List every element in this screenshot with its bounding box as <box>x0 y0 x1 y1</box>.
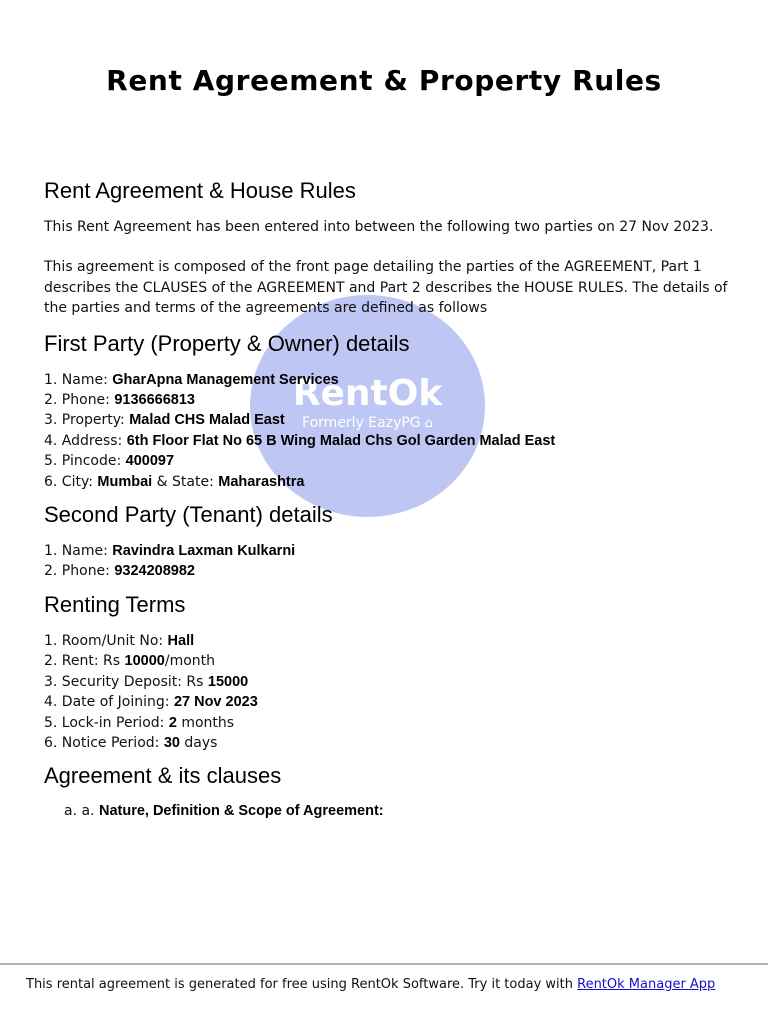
tenant-phone: 9324208982 <box>114 563 195 580</box>
pincode-row <box>44 451 734 471</box>
rent-amount: 10000 <box>124 653 165 670</box>
intro-paragraph-2: This agreement is composed of the front page detailing the parties of the AGREEMENT, Part 1 describes the CLAUSES of the AGREEMENT and Part 2 describes the HOUSE RULES. The details of the parties and terms of the agreements are defined as follows <box>44 259 728 317</box>
agreement-content <box>44 176 734 822</box>
joining-row <box>44 692 734 712</box>
joining-date: 27 Nov 2023 <box>173 694 258 711</box>
house-arrow-icon: ⌂ <box>424 416 433 431</box>
notice-label: 6. Notice Period: <box>44 734 164 751</box>
state-label: & State: <box>152 473 219 490</box>
lockin-value: 2 <box>168 714 177 731</box>
first-party-heading: First Party (Property & Owner) details <box>44 330 410 356</box>
watermark-brand: RentOk <box>292 373 443 414</box>
room-row <box>44 631 734 651</box>
notice-value: 30 <box>163 734 180 751</box>
tenant-phone-row <box>44 561 734 581</box>
first-party-details <box>44 370 734 492</box>
owner-phone-row <box>44 390 734 410</box>
rent-label: 2. Rent: Rs <box>44 653 125 670</box>
owner-phone-label: 2. Phone: <box>44 392 115 409</box>
property-row <box>44 410 734 430</box>
lockin-label: 5. Lock-in Period: <box>44 714 169 731</box>
tenant-phone-label: 2. Phone: <box>44 563 115 580</box>
owner-name-row <box>44 370 734 390</box>
clause-list <box>44 801 734 821</box>
footer <box>0 963 768 1026</box>
clause-marker: a. a. <box>64 803 99 820</box>
renting-terms <box>44 631 734 753</box>
notice-suffix: days <box>179 734 218 751</box>
clause-title: Nature, Definition & Scope of Agreement: <box>98 803 384 820</box>
rent-row <box>44 651 734 671</box>
renting-terms-heading: Renting Terms <box>44 591 186 617</box>
lockin-suffix: months <box>176 714 235 731</box>
document-title: Rent Agreement & Property Rules <box>106 64 662 97</box>
rentok-manager-app-link[interactable]: RentOk Manager App <box>577 977 716 992</box>
intro-paragraph-1: This Rent Agreement has been entered into between the following two parties on 27 Nov 2023. <box>44 219 714 235</box>
watermark-sub-text: Formerly EazyPG <box>302 415 421 431</box>
intro-heading: Rent Agreement & House Rules <box>44 178 356 203</box>
deposit-label: 3. Security Deposit: Rs <box>44 673 208 690</box>
owner-name: GharApna Management Services <box>112 371 339 388</box>
property-name: Malad CHS Malad East <box>129 412 285 429</box>
address-row <box>44 431 734 451</box>
second-party-details <box>44 541 734 582</box>
room-unit: Hall <box>167 632 195 649</box>
pincode: 400097 <box>125 453 175 470</box>
list-item <box>64 801 734 821</box>
second-party-heading: Second Party (Tenant) details <box>44 502 333 528</box>
tenant-name-label: 1. Name: <box>44 543 113 560</box>
rent-suffix: /month <box>164 653 216 670</box>
property-address: 6th Floor Flat No 65 B Wing Malad Chs Gol Garden Malad East <box>126 432 556 449</box>
footer-note <box>26 977 715 992</box>
city-state-row <box>44 472 734 492</box>
tenant-name: Ravindra Laxman Kulkarni <box>112 543 296 560</box>
owner-name-label: 1. Name: <box>44 371 113 388</box>
clauses-heading: Agreement & its clauses <box>44 763 282 789</box>
property-label: 3. Property: <box>44 412 130 429</box>
city: Mumbai <box>97 473 153 490</box>
address-label: 4. Address: <box>44 432 127 449</box>
city-label: 6. City: <box>44 473 98 490</box>
deposit-amount: 15000 <box>207 673 249 690</box>
notice-row <box>44 733 734 753</box>
owner-phone: 9136666813 <box>114 392 195 409</box>
lockin-row <box>44 713 734 733</box>
joining-label: 4. Date of Joining: <box>44 694 174 711</box>
tenant-name-row <box>44 541 734 561</box>
pincode-label: 5. Pincode: <box>44 453 126 470</box>
deposit-row <box>44 672 734 692</box>
room-label: 1. Room/Unit No: <box>44 632 168 649</box>
footer-text: This rental agreement is generated for free using RentOk Software. Try it today with <box>26 977 578 992</box>
state: Maharashtra <box>218 473 305 490</box>
